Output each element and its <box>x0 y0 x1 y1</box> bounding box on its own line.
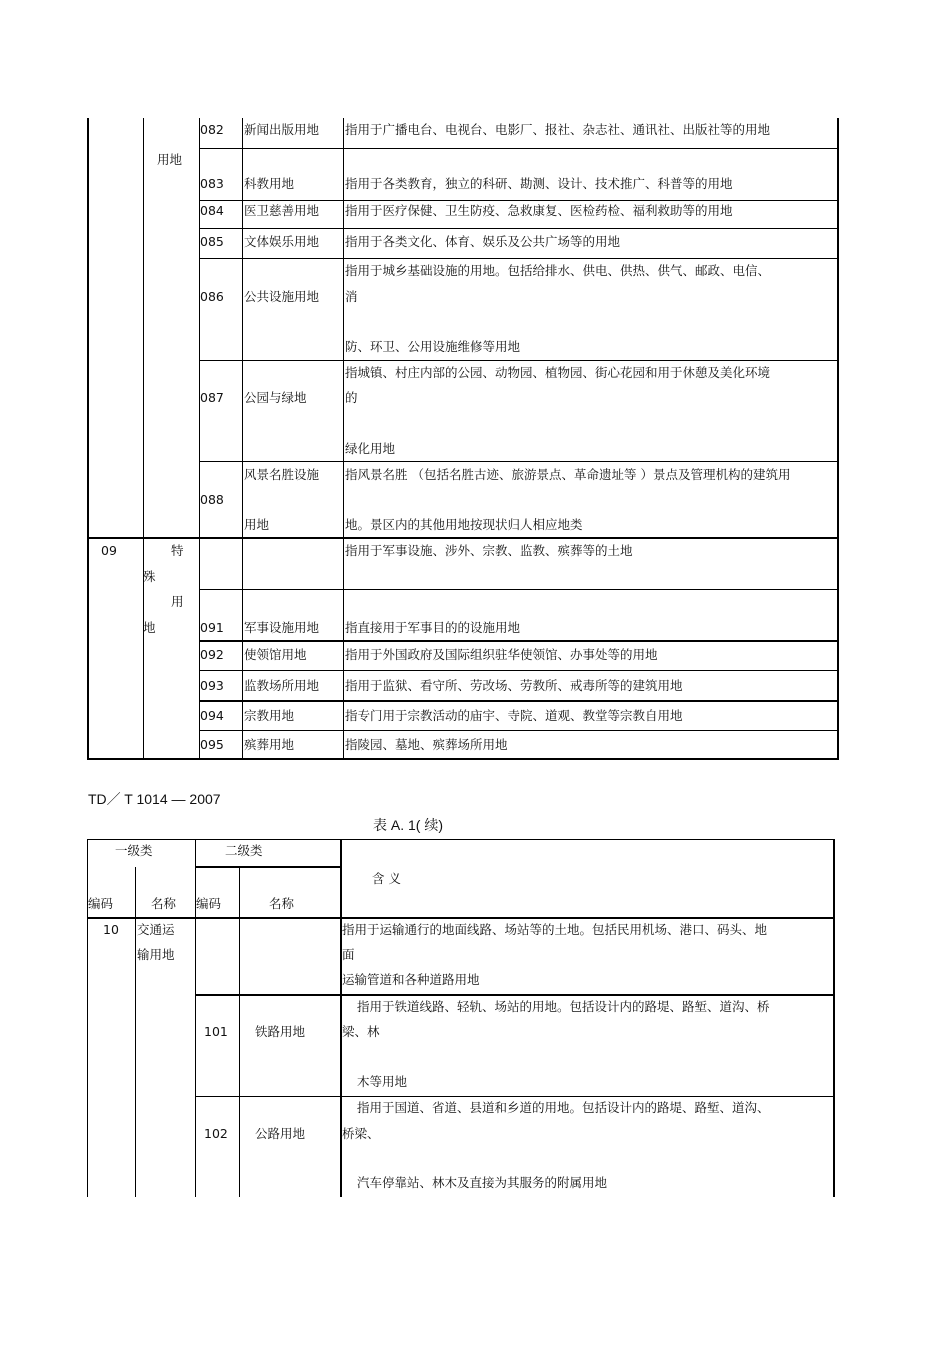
group-label-yongdi: 用地 <box>157 152 183 167</box>
row-meaning: 指直接用于军事目的的设施用地 <box>345 620 521 635</box>
row-name: 公共设施用地 <box>244 289 320 304</box>
row-name: 文体娱乐用地 <box>244 234 320 249</box>
row-name: 铁路用地 <box>255 1024 306 1039</box>
row-code: 085 <box>200 234 224 249</box>
header-meaning: 含 义 <box>372 871 401 886</box>
row-code: 083 <box>200 176 224 191</box>
header-code: 编码 <box>88 896 114 911</box>
row-meaning-line: 的 <box>345 390 358 405</box>
row-code: 091 <box>200 620 224 635</box>
row-meaning-line: 指用于铁道线路、轻轨、场站的用地。包括设计内的路堤、路堑、道沟、桥 <box>357 999 770 1014</box>
header-level1: 一级类 <box>115 843 153 858</box>
row-name: 宗教用地 <box>244 708 295 723</box>
row-meaning-line: 消 <box>345 289 358 304</box>
row-name: 军事设施用地 <box>244 620 320 635</box>
group-name-line: 交通运 <box>137 922 175 937</box>
row-name-line: 用地 <box>244 517 270 532</box>
row-meaning: 指用于监狱、看守所、劳改场、劳教所、戒毒所等的建筑用地 <box>345 678 683 693</box>
row-meaning-line: 绿化用地 <box>345 441 396 456</box>
row-meaning: 指用于各类文化、体育、娱乐及公共广场等的用地 <box>345 234 621 249</box>
group-name-char: 地 <box>143 620 156 635</box>
row-name: 医卫慈善用地 <box>244 203 320 218</box>
row-meaning-line: 指风景名胜 （包括名胜古迹、旅游景点、革命遗址等 ）景点及管理机构的建筑用 <box>345 467 791 482</box>
row-meaning-line: 指城镇、村庄内部的公园、动物园、植物园、街心花园和用于休憩及美化环境 <box>345 365 771 380</box>
row-name: 使领馆用地 <box>244 647 307 662</box>
row-code: 087 <box>200 390 224 405</box>
group-code: 10 <box>103 922 119 937</box>
row-name: 监教场所用地 <box>244 678 320 693</box>
row-code: 092 <box>200 647 224 662</box>
row-code: 102 <box>204 1126 228 1141</box>
row-code: 093 <box>200 678 224 693</box>
row-code: 094 <box>200 708 224 723</box>
header-name-2: 名称 <box>269 896 295 911</box>
group-name-line: 输用地 <box>137 947 175 962</box>
row-meaning-line: 桥梁、 <box>342 1126 380 1141</box>
header-name: 名称 <box>151 896 177 911</box>
row-meaning-line: 地。景区内的其他用地按现状归人相应地类 <box>345 517 583 532</box>
header-level2: 二级类 <box>225 843 263 858</box>
row-name: 殡葬用地 <box>244 737 295 752</box>
group-code: 09 <box>101 543 117 558</box>
row-code: 084 <box>200 203 224 218</box>
group-meaning-line: 指用于运输通行的地面线路、场站等的土地。包括民用机场、港口、码头、地 <box>342 922 768 937</box>
row-name-line: 风景名胜设施 <box>244 467 320 482</box>
row-code: 095 <box>200 737 224 752</box>
row-meaning: 指陵园、墓地、殡葬场所用地 <box>345 737 508 752</box>
row-meaning: 指用于外国政府及国际组织驻华使领馆、办事处等的用地 <box>345 647 658 662</box>
row-meaning: 指专门用于宗教活动的庙宇、寺院、道观、教堂等宗教自用地 <box>345 708 683 723</box>
row-meaning-line: 梁、林 <box>342 1024 380 1039</box>
row-name: 科教用地 <box>244 176 295 191</box>
row-meaning-line: 指用于国道、省道、县道和乡道的用地。包括设计内的路堤、路堑、道沟、 <box>357 1100 770 1115</box>
row-name: 公园与绿地 <box>244 390 307 405</box>
row-meaning-line: 指用于城乡基础设施的用地。包括给排水、供电、供热、供气、邮政、电信、 <box>345 263 771 278</box>
row-code: 101 <box>204 1024 228 1039</box>
row-meaning: 指用于广播电台、电视台、电影厂、报社、杂志社、通讯社、出版社等的用地 <box>345 122 771 137</box>
table-caption: 表 A. 1( 续) <box>373 817 444 833</box>
group-meaning-line: 面 <box>342 947 355 962</box>
document-id: TD／ T 1014 — 2007 <box>88 791 221 807</box>
row-meaning-line: 木等用地 <box>357 1074 408 1089</box>
group-meaning: 指用于军事设施、涉外、宗教、监教、殡葬等的土地 <box>345 543 633 558</box>
row-code: 086 <box>200 289 224 304</box>
row-meaning-line: 汽车停靠站、林木及直接为其服务的附属用地 <box>357 1175 608 1190</box>
row-code: 082 <box>200 122 224 137</box>
header-code-2: 编码 <box>196 896 222 911</box>
row-meaning-line: 防、环卫、公用设施维修等用地 <box>345 339 521 354</box>
group-name-char: 用 <box>171 594 184 609</box>
group-meaning-line: 运输管道和各种道路用地 <box>342 972 480 987</box>
group-name-char: 殊 <box>143 569 156 584</box>
row-meaning: 指用于各类教育，独立的科研、勘测、设计、技术推广、科普等的用地 <box>345 176 733 191</box>
row-name: 新闻出版用地 <box>244 122 320 137</box>
group-name-char: 特 <box>171 543 184 558</box>
row-name: 公路用地 <box>255 1126 306 1141</box>
row-code: 088 <box>200 492 224 507</box>
row-meaning: 指用于医疗保健、卫生防疫、急救康复、医检药检、福利救助等的用地 <box>345 203 733 218</box>
